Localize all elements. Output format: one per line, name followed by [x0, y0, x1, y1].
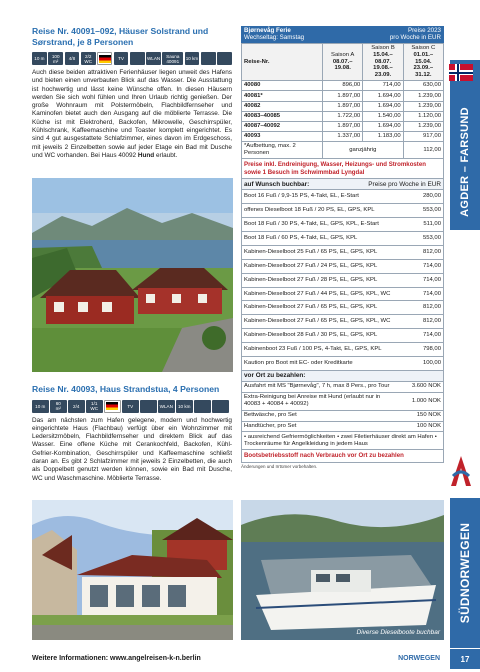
boat-name: Kabinen-Dieselboot 27 Fuß / 65 PS, EL, GPS, KPL, WC: [244, 318, 391, 325]
publisher-logo-icon: [449, 454, 473, 488]
area-icon-top-text: 100: [51, 53, 60, 59]
wc-icon-bottom-text: WC: [90, 406, 99, 411]
shop-distance-icon-bottom-text: 10 km: [185, 56, 199, 61]
boat-name: Kabinen-Dieselboot 27 Fuß / 24 PS, EL, GPS, KPL: [244, 262, 378, 269]
boat-row: [241, 232, 444, 246]
boat-price: 812,00: [422, 248, 441, 255]
local-fee-row: [241, 422, 444, 433]
germany-flag-icon: [104, 400, 121, 413]
wc-icon-bottom-text: WC: [84, 58, 93, 64]
boat-row: [241, 274, 444, 288]
washer-icon: [130, 52, 145, 65]
fish-cleaning-icon: [201, 52, 216, 65]
boat-price: 812,00: [422, 304, 441, 311]
included-note: Preise inkl. Endreinigung, Wasser, Heizungs- und Stromkosten sowie 1 Besuch im Schwimmbad Lyngdal: [241, 159, 444, 179]
boat-name: offenes Dieselboot 18 Fuß / 20 PS, EL, GPS, KPL: [244, 207, 375, 214]
house1-amenity-icons: [32, 52, 232, 65]
house2-title: Reise Nr. 40093, Haus Strandstua, 4 Personen: [32, 384, 220, 394]
boat-price-list: [241, 190, 444, 371]
tv-icon: [114, 52, 129, 65]
local-fee-price: 150 NOK: [416, 412, 441, 419]
price-cell: 917,00: [403, 132, 443, 142]
price-cell: 1.239,00: [403, 121, 443, 131]
boat-row: [241, 315, 444, 329]
area-icon-top-text: 60: [55, 401, 61, 406]
rooms-icon: [65, 52, 80, 65]
price-cell: 896,00: [323, 81, 363, 91]
price-cell: 714,00: [363, 81, 403, 91]
price-cell: 1.183,00: [363, 132, 403, 142]
germany-flag-icon: [97, 52, 112, 65]
distance-icon-bottom-text: 10 m: [35, 403, 46, 409]
shop-distance-icon-bottom-text: 10 km: [177, 403, 191, 409]
area-icon-bottom-text: m²: [55, 406, 61, 411]
boat-price: 798,00: [422, 346, 441, 353]
footer-country: NORWEGEN: [398, 655, 440, 662]
col-season-c: Saison C 01.01.–15.04. 23.09.–31.12.: [403, 43, 443, 80]
local-fee-price: 100 NOK: [416, 423, 441, 430]
house1-section: [32, 26, 232, 160]
price-cell: 1.722,00: [323, 111, 363, 121]
boat-row: [241, 343, 444, 357]
tv-icon: [122, 400, 139, 413]
trip-number-cell: 40080: [242, 81, 323, 91]
boat-name: Kabinen-Dieselboot 25 Fuß / 65 PS, EL, GPS, KPL: [244, 248, 378, 255]
col-season-b: Saison B 15.04.–08.07. 19.08.–23.09.: [363, 43, 403, 80]
footer-website: Weitere Informationen: www.angelreisen-k-n.berlin: [32, 655, 201, 662]
tools-icon: [217, 52, 232, 65]
wlan-icon: [158, 400, 175, 413]
tools-icon: [212, 400, 229, 413]
wlan-icon-bottom-text: WLAN: [159, 403, 173, 409]
local-price-list: [241, 382, 444, 433]
boat-price: 100,00: [422, 360, 441, 367]
tv-icon-bottom-text: TV: [118, 56, 124, 61]
boat-price: 714,00: [422, 332, 441, 339]
price-cell: 1.337,00: [323, 132, 363, 142]
trip-number-cell: 40087–40092: [242, 121, 323, 131]
sauna-icon-top-text: Sauna: [166, 53, 180, 59]
washer-icon: [140, 400, 157, 413]
price-row: [242, 121, 444, 131]
house2-description: Das am nächsten zum Hafen gelegene, modern und hochwertig eingerichtete Haus (Flachbau) verfügt über ein Wohnzimmer mit Ledersitzmöbeln, Flachbildfernseher und direktem Blick auf das Wasser. Eine offene Küche mit Cerankochfeld, Backofen, Kühl-Gefrier-Kombination, Geschirrspüler und Kaffeemaschine schließt daran an. Es gibt 2 Schlafzimmer mit jeweils 2 Einzelbetten, die auch als Doppelbett genutzt werden können, sowie ein Bad mit Dusche, WC und Waschmaschine. Möblierte Terrasse.: [32, 416, 232, 482]
area-icon: [50, 400, 67, 413]
boat-price: 553,00: [422, 234, 441, 241]
local-fee-name: Handtücher, pro Set: [244, 423, 297, 430]
boat-row: [241, 218, 444, 232]
rooms-icon: [68, 400, 85, 413]
trip-number-cell: 40082: [242, 101, 323, 111]
house1-title: Reise Nr. 40091–092, Häuser Solstrand und Sørstrand, je 8 Personen: [32, 26, 209, 47]
boats-photo: [241, 500, 444, 640]
price-cell: 1.694,00: [363, 91, 403, 101]
boats-header: auf Wunsch buchbar: Preise pro Woche in EUR: [241, 179, 444, 190]
boat-row: [241, 190, 444, 204]
boat-price: 714,00: [422, 290, 441, 297]
wc-icon-top-text: 1/1: [91, 401, 98, 406]
area-icon: [48, 52, 63, 65]
boat-name: Boot 18 Fuß / 60 PS, 4-Takt, EL, GPS, KPL: [244, 234, 358, 241]
local-fee-row: [241, 411, 444, 422]
country-region-label: SÜDNORWEGEN: [458, 522, 472, 624]
trip-number-cell: 40083–40085: [242, 111, 323, 121]
boat-name: Kabinen-Dieselboot 27 Fuß / 44 PS, EL, GPS, KPL, WC: [244, 290, 391, 297]
country-side-tab: [450, 498, 480, 648]
col-trip-number: Reise-Nr.: [242, 43, 323, 80]
boat-price: 280,00: [422, 193, 441, 200]
page-footer: [32, 655, 444, 662]
price-cell: 1.694,00: [363, 121, 403, 131]
shop-distance-icon: [176, 400, 193, 413]
wc-icon-top-text: 2/2: [85, 53, 92, 59]
boat-row: [241, 329, 444, 343]
house1-description: Auch diese beiden attraktiven Ferienhäuser liegen unweit des Hafens und bieten einen unverbauten Blick auf das Wasser. Die Ausstattung ist hochwertig und lässt keine Wünsche offen. In diesen Häusern werden Sie sich wohl fühlen und Ihren Urlaub richtig genießen. Der große Wohnraum mit Polstermöbeln, Flachbildfernseher und Kaminofen bietet auch den Ausgang auf die möblierte Terrasse. Die Küche ist mit Elektroherd, Backofen, Mikrowelle, Geschirrspüler, Kühlschrank, Kaffeemaschine und Toaster komplett eingerichtet. Es sind 4 gut ausgestattete Schlafzimmer, eines davon im Erdgeschoss, mit jeweils 2 Einzelbetten sowie auf jeder Etage ein Bad mit Dusche und WC vorhanden. Bei Haus 40092 Hund erlaubt.: [32, 69, 232, 159]
price-cell: 1.239,00: [403, 91, 443, 101]
fish-cleaning-icon: [194, 400, 211, 413]
rooms-icon-top-text: 2/4: [73, 403, 80, 409]
boat-row: [241, 288, 444, 302]
tv-icon-bottom-text: TV: [127, 403, 134, 409]
price-row: [242, 81, 444, 91]
price-cell: 1.540,00: [363, 111, 403, 121]
col-season-a: Saison A 08.07.–19.08.: [323, 43, 363, 80]
boat-price: 553,00: [422, 207, 441, 214]
disclaimer: Änderungen und Irrtümer vorbehalten.: [241, 463, 318, 469]
boat-name: Kaution pro Boot mit EC- oder Kreditkarte: [244, 360, 353, 367]
house2-amenity-icons: [32, 400, 232, 413]
local-fee-row: [241, 393, 444, 411]
rooms-icon-top-text: 4/8: [68, 56, 76, 61]
region-label: AGDER – FARSUND: [459, 107, 471, 217]
boat-name: Kabinen-Dieselboot 28 Fuß / 30 PS, EL, GPS, KPL: [244, 332, 378, 339]
price-row: [242, 111, 444, 121]
price-cell: 1.897,00: [323, 121, 363, 131]
distance-icon-bottom-text: 10 m: [34, 56, 45, 61]
boat-name: Kabinen-Dieselboot 27 Fuß / 65 PS, EL, GPS, KPL: [244, 304, 378, 311]
price-header: Bjørnevåg Ferie Wechseltag: Samstag Preise 2023 pro Woche in EUR: [241, 26, 444, 43]
local-fee-price: 3.600 NOK: [411, 383, 441, 390]
price-cell: 1.120,00: [403, 111, 443, 121]
boat-price: 812,00: [422, 318, 441, 325]
boat-row: [241, 301, 444, 315]
fuel-note: Bootsbetriebsstoff nach Verbrauch vor Ort zu bezahlen: [241, 450, 444, 463]
price-cell: 1.694,00: [363, 101, 403, 111]
distance-icon: [32, 400, 49, 413]
boat-row: [241, 246, 444, 260]
local-header: vor Ort zu bezahlen:: [241, 371, 444, 382]
local-fee-name: Extra-Reinigung bei Anreise mit Hund (erlaubt nur in 40083 + 40084 + 40092): [244, 394, 381, 408]
local-fee-name: Bettwäsche, pro Set: [244, 412, 297, 419]
price-row: [242, 132, 444, 142]
sauna-icon: [162, 52, 183, 65]
price-cell: 1.897,00: [323, 101, 363, 111]
boat-name: Boot 18 Fuß / 30 PS, 4-Takt, EL, GPS, KPL, E-Start: [244, 220, 379, 227]
wlan-icon-bottom-text: WLAN: [146, 56, 161, 61]
boat-row: [241, 357, 444, 371]
surcharge-row: *Aufbettung, max. 2 Personen ganzjährig 112,00: [242, 142, 444, 159]
boat-price: 714,00: [422, 262, 441, 269]
boat-price: 511,00: [423, 220, 441, 227]
house1-photo: [32, 178, 233, 372]
page-number: 17: [450, 649, 480, 669]
region-side-tab: [450, 60, 480, 230]
amenity-bullets: • ausreichend Gefriermöglichkeiten • zwei Filetierhäuser direkt am Hafen • Trockenräume für Angelkleidung in jedem Haus: [241, 432, 444, 450]
season-price-table: [241, 43, 444, 159]
distance-icon: [32, 52, 47, 65]
price-cell: 1.897,00: [323, 91, 363, 101]
local-fee-price: 1.000 NOK: [411, 397, 441, 404]
trip-number-cell: 40081*: [242, 91, 323, 101]
boat-row: [241, 204, 444, 218]
local-fee-name: Ausfahrt mit MS "Bjørnevåg", 7 h, max 8 Pers., pro Tour: [244, 383, 390, 390]
boat-name: Boot 16 Fuß / 9,9-15 PS, 4-Takt, EL, E-Start: [244, 193, 359, 200]
boats-photo-caption: Diverse Dieselboote buchbar: [356, 629, 440, 636]
shop-distance-icon: [185, 52, 200, 65]
trip-number-cell: 40093: [242, 132, 323, 142]
house2-photo: [32, 500, 233, 640]
wc-icon: [81, 52, 96, 65]
price-panel: [241, 26, 444, 469]
boat-row: [241, 260, 444, 274]
sauna-icon-bottom-text: 40091: [166, 58, 180, 64]
local-fee-row: [241, 382, 444, 393]
boat-price: 714,00: [422, 276, 441, 283]
price-cell: 1.239,00: [403, 101, 443, 111]
price-cell: 630,00: [403, 81, 443, 91]
house2-section: [32, 384, 232, 483]
boat-name: Kabinen-Dieselboot 27 Fuß / 28 PS, EL, GPS, KPL: [244, 276, 378, 283]
price-row: [242, 91, 444, 101]
wc-icon: [86, 400, 103, 413]
area-icon-bottom-text: m²: [52, 58, 59, 64]
norway-flag-icon: [449, 64, 473, 81]
boat-name: Kabinenboot 23 Fuß / 100 PS, 4-Takt, EL, GPS, KPL: [244, 346, 382, 353]
wlan-icon: [146, 52, 161, 65]
price-row: [242, 101, 444, 111]
